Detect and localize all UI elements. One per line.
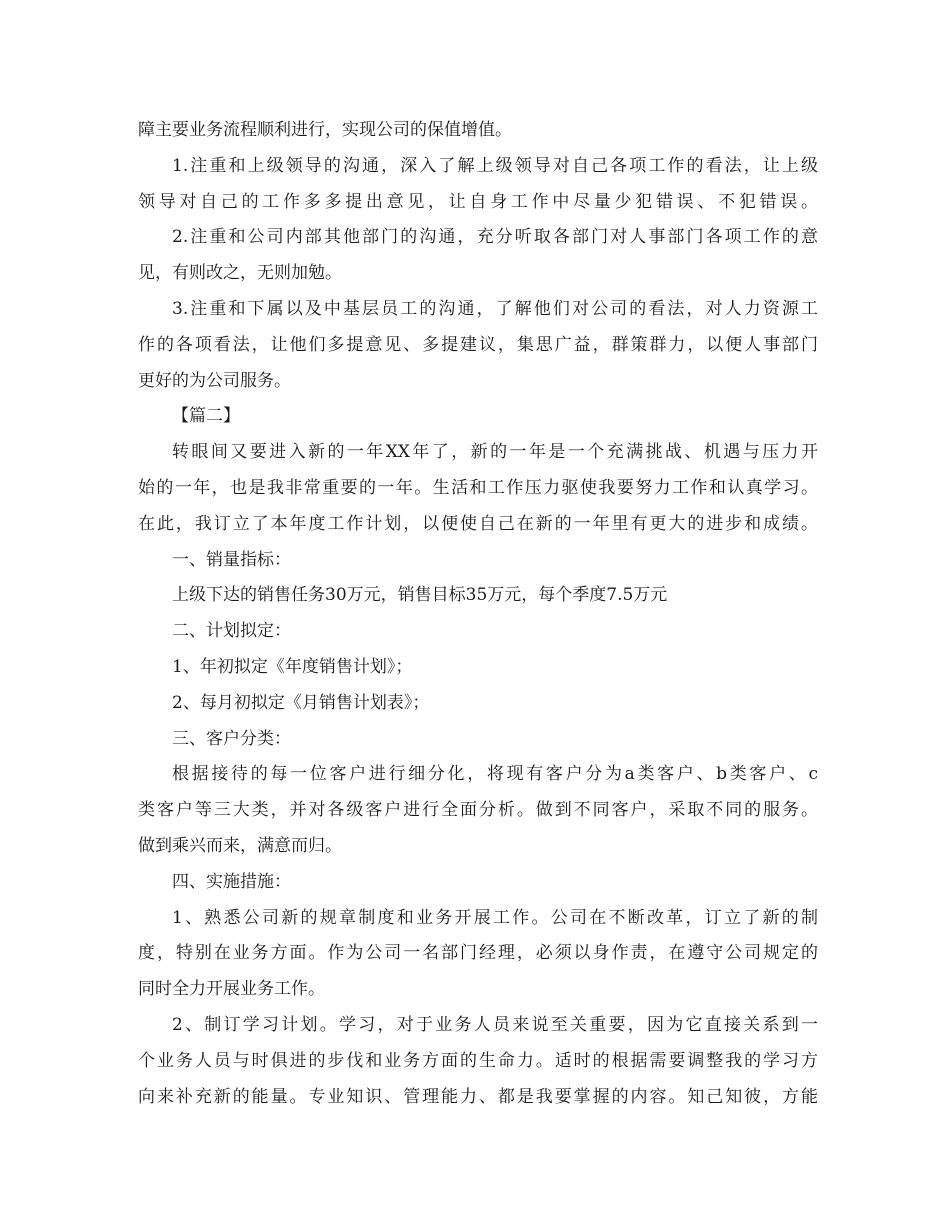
text-line: 1.注重和上级领导的沟通，深入了解上级领导对自己各项工作的看法，让上级 <box>172 155 818 176</box>
section-heading: 【篇二】 <box>172 406 240 427</box>
text-line: 三、客户分类： <box>172 728 291 749</box>
text-line: 见，有则改之，无则加勉。 <box>138 263 342 284</box>
text-line: 转眼间又要进入新的一年XX年了，新的一年是一个充满挑战、机遇与压力开 <box>172 442 818 463</box>
text-line: 个业务人员与时俱进的步伐和业务方面的生命力。适时的根据需要调整我的学习方 <box>138 1050 818 1071</box>
text-line: 作的各项看法，让他们多提意见、多提建议，集思广益，群策群力，以便人事部门 <box>138 334 818 355</box>
text-line: 更好的为公司服务。 <box>138 370 291 391</box>
text-line: 1、熟悉公司新的规章制度和业务开展工作。公司在不断改革，订立了新的制 <box>172 907 818 928</box>
text-line: 同时全力开展业务工作。 <box>138 979 325 1000</box>
text-line: 在此，我订立了本年度工作计划，以便使自己在新的一年里有更大的进步和成绩。 <box>138 513 818 534</box>
text-line: 度，特别在业务方面。作为公司一名部门经理，必须以身作责，在遵守公司规定的 <box>138 943 818 964</box>
text-line: 做到乘兴而来，满意而归。 <box>138 835 342 856</box>
text-line: 上级下达的销售任务30万元，销售目标35万元，每个季度7.5万元 <box>172 585 668 606</box>
document-body <box>138 113 818 1115</box>
text-line: 1、年初拟定《年度销售计划》； <box>172 656 413 677</box>
text-line: 始的一年，也是我非常重要的一年。生活和工作压力驱使我要努力工作和认真学习。 <box>138 477 818 498</box>
text-line: 根据接待的每一位客户进行细分化，将现有客户分为a类客户、b类客户、c <box>172 764 818 785</box>
text-line: 2.注重和公司内部其他部门的沟通，充分听取各部门对人事部门各项工作的意 <box>172 227 818 248</box>
text-line: 四、实施措施： <box>172 871 291 892</box>
text-line: 障主要业务流程顺利进行，实现公司的保值增值。 <box>138 120 512 140</box>
text-line: 3.注重和下属以及中基层员工的沟通，了解他们对公司的看法，对人力资源工 <box>172 298 818 319</box>
text-line: 领导对自己的工作多多提出意见，让自身工作中尽量少犯错误、不犯错误。 <box>138 191 818 212</box>
text-line: 向来补充新的能量。专业知识、管理能力、都是我要掌握的内容。知己知彼，方能 <box>138 1086 818 1107</box>
text-line: 2、每月初拟定《月销售计划表》； <box>172 692 430 713</box>
text-line: 一、销量指标： <box>172 549 291 570</box>
text-line: 类客户等三大类，并对各级客户进行全面分析。做到不同客户，采取不同的服务。 <box>138 800 818 821</box>
text-line: 2、制订学习计划。学习，对于业务人员来说至关重要，因为它直接关系到一 <box>172 1014 818 1035</box>
text-line: 二、计划拟定： <box>172 621 291 642</box>
